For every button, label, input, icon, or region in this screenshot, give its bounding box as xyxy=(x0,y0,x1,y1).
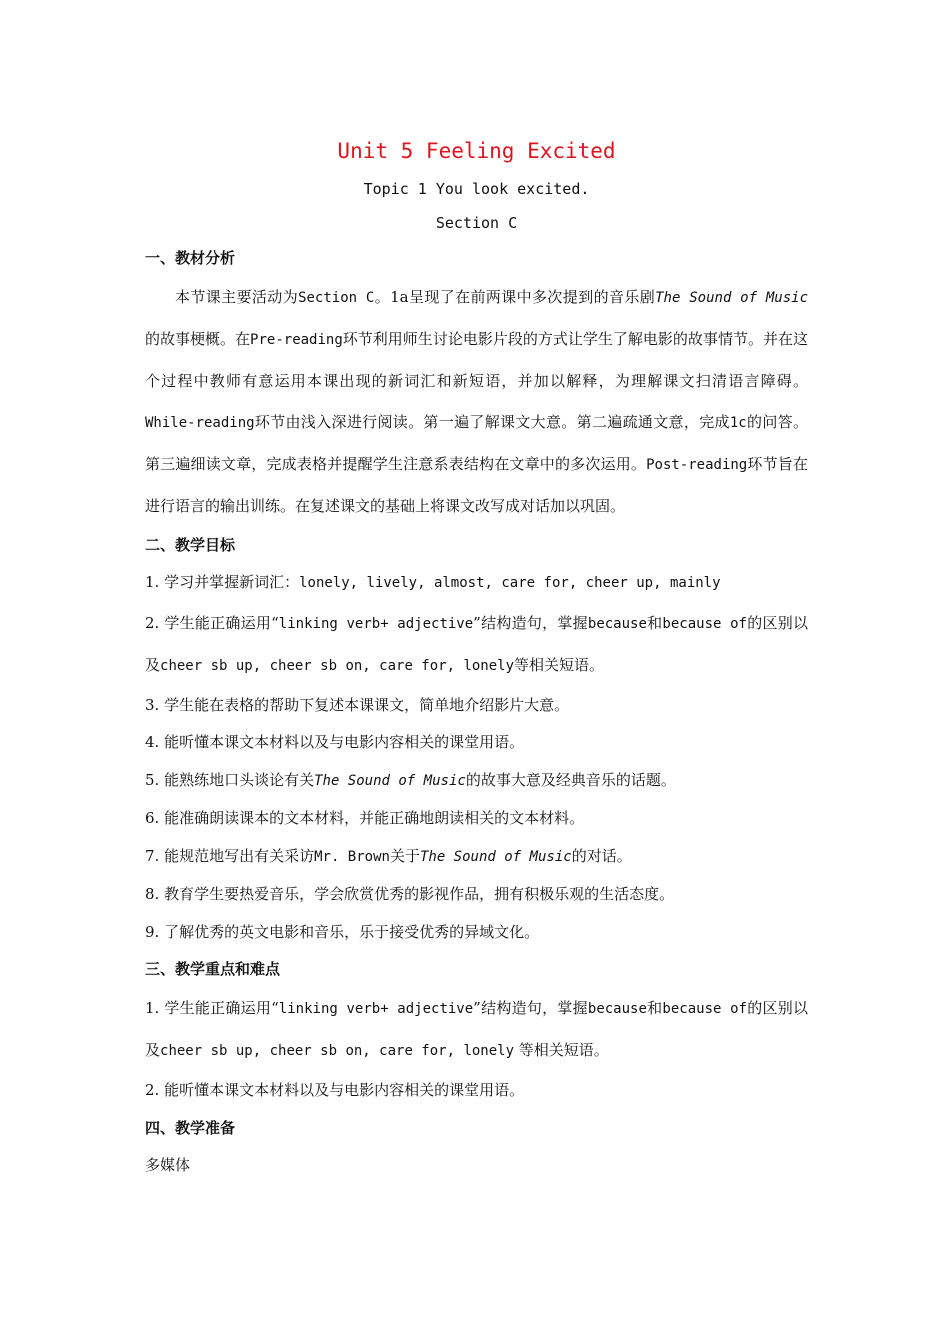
material-analysis-paragraph: 本节课主要活动为Section C。1a呈现了在前两课中多次提到的音乐剧The Sound of Music的故事梗概。在Pre-reading环节利用师生讨论电影片段的方式让学生了解电影的故事情节。并在这个过程中教师有意运用本课出现的新词汇和新短语，并加以解释，为理解课文扫清语言障碍。While-reading环节由浅入深进行阅读。第一遍了解课文大意。第二遍疏通文意，完成1c的问答。第三遍细读文章，完成表格并提醒学生注意系表结构在文章中的多次运用。Post-reading环节旨在进行语言的输出训练。在复述课文的基础上将课文改写成对话加以巩固。 xyxy=(145,288,808,515)
objective-item: 9. 了解优秀的英文电影和音乐，乐于接受优秀的异域文化。 xyxy=(145,922,540,941)
heading-teaching-objectives: 二、教学目标 xyxy=(145,536,236,554)
objective-item: 2. 学生能正确运用“linking verb+ adjective”结构造句，掌握because和because of的区别以及cheer sb up, cheer sb on, care for, lonely等相关短语。 xyxy=(145,613,808,674)
objective-item: 5. 能熟练地口头谈论有关The Sound of Music的故事大意及经典音乐的话题。 xyxy=(145,770,676,789)
document-page xyxy=(145,130,808,1184)
heading-preparation: 四、教学准备 xyxy=(145,1118,236,1137)
section-subtitle: Section C xyxy=(435,214,518,232)
objective-item: 8. 教育学生要热爱音乐，学会欣赏优秀的影视作品，拥有积极乐观的生活态度。 xyxy=(145,885,675,903)
objective-item: 3. 学生能在表格的帮助下复述本课课文，简单地介绍影片大意。 xyxy=(145,695,570,714)
key-point-item: 2. 能听懂本课文本材料以及与电影内容相关的课堂用语。 xyxy=(145,1081,525,1099)
objective-item: 7. 能规范地写出有关采访Mr. Brown关于The Sound of Music的对话。 xyxy=(145,846,632,865)
objective-item: 4. 能听懂本课文本材料以及与电影内容相关的课堂用语。 xyxy=(145,733,525,751)
page-title: Unit 5 Feeling Excited xyxy=(337,139,616,163)
key-point-item: 1. 学生能正确运用“linking verb+ adjective”结构造句，掌握because和because of的区别以及cheer sb up, cheer sb on, care for, lonely 等相关短语。 xyxy=(145,999,808,1059)
heading-key-points: 三、教学重点和难点 xyxy=(145,960,281,978)
heading-material-analysis: 一、教材分析 xyxy=(145,249,236,267)
topic-subtitle: Topic 1 You look excited. xyxy=(363,180,590,198)
objective-item: 1. 学习并掌握新词汇：lonely, lively, almost, care for, cheer up, mainly xyxy=(145,573,721,591)
preparation-text: 多媒体 xyxy=(145,1155,191,1174)
objective-item: 6. 能准确朗读课本的文本材料，并能正确地朗读相关的文本材料。 xyxy=(145,809,585,827)
